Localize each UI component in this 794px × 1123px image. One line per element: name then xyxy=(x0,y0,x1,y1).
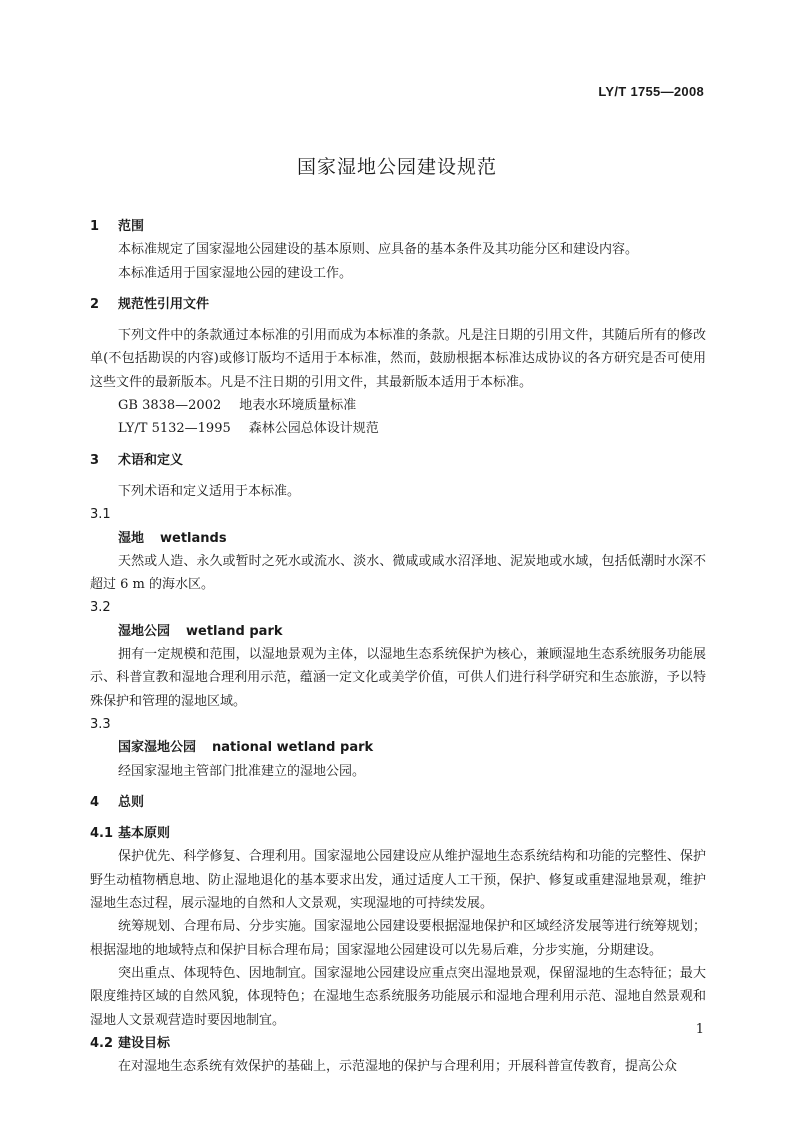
subsection-number: 4.1 xyxy=(90,826,114,842)
term-en: wetlands xyxy=(160,530,227,546)
subsection-title: 建设目标 xyxy=(118,1035,171,1051)
term-en: national wetland park xyxy=(212,740,374,756)
term-heading xyxy=(90,736,706,759)
term-definition: 天然或人造、永久或暂时之死水或流水、淡水、微咸或咸水沼泽地、泥炭地或水域，包括低潮时水深不超过 6 m 的海水区。 xyxy=(90,553,706,593)
paragraph: 本标准适用于国家湿地公园的建设工作。 xyxy=(118,265,353,281)
section-number: 4 xyxy=(90,794,100,810)
term-definition: 拥有一定规模和范围，以湿地景观为主体，以湿地生态系统保护为核心，兼顾湿地生态系统服务功能展示、科普宣教和湿地合理利用示范，蕴涵一定文化或美学价值，可供人们进行科学研究和生态旅游，予以特殊保护和管理的湿地区域。 xyxy=(90,647,706,709)
section-title: 术语和定义 xyxy=(118,452,184,468)
reference-code: LY/T 5132—1995 xyxy=(118,421,231,437)
term-heading xyxy=(90,620,706,643)
term-heading xyxy=(90,527,706,550)
section-title: 总则 xyxy=(118,794,145,810)
section-2-heading xyxy=(90,293,706,316)
reference-title: 地表水环境质量标准 xyxy=(239,398,357,414)
reference-code: GB 3838—2002 xyxy=(118,398,222,414)
standard-code: LY/T 1755—2008 xyxy=(598,84,704,99)
section-1-heading xyxy=(90,215,706,238)
section-number: 3 xyxy=(90,452,100,468)
document-body xyxy=(90,215,706,1078)
page-number: 1 xyxy=(695,1022,704,1037)
section-title: 规范性引用文件 xyxy=(118,296,210,312)
subsection-4-1-heading xyxy=(90,822,706,845)
term-zh: 湿地 xyxy=(118,530,145,546)
section-3-heading xyxy=(90,449,706,472)
term-number: 3.3 xyxy=(90,716,111,732)
paragraph: 在对湿地生态系统有效保护的基础上，示范湿地的保护与合理利用；开展科普宣传教育，提高公众 xyxy=(118,1059,678,1075)
term-en: wetland park xyxy=(186,623,283,639)
reference-item xyxy=(90,394,706,417)
term-number: 3.1 xyxy=(90,507,111,523)
paragraph: 统筹规划、合理布局、分步实施。国家湿地公园建设要根据湿地保护和区域经济发展等进行统筹规划；根据湿地的地域特点和保护目标合理布局；国家湿地公园建设可以先易后难，分步实施，分期建设。 xyxy=(90,919,706,958)
paragraph: 下列术语和定义适用于本标准。 xyxy=(118,483,301,499)
section-number: 1 xyxy=(90,219,100,234)
paragraph: 下列文件中的条款通过本标准的引用而成为本标准的条款。凡是注日期的引用文件，其随后所有的修改单(不包括勘误的内容)或修订版均不适用于本标准，然而，鼓励根据本标准达成协议的各方研究是否可使用这些文件的最新版本。凡是不注日期的引用文件，其最新版本适用于本标准。 xyxy=(90,328,706,390)
paragraph: 保护优先、科学修复、合理利用。国家湿地公园建设应从维护湿地生态系统结构和功能的完整性、保护野生动植物栖息地、防止湿地退化的基本要求出发，通过适度人工干预，保护、修复或重建湿地景观，维护湿地生态过程，展示湿地的自然和人文景观，实现湿地的可持续发展。 xyxy=(90,849,706,912)
term-zh: 湿地公园 xyxy=(118,623,171,639)
term-number: 3.2 xyxy=(90,600,111,616)
section-title: 范围 xyxy=(118,219,145,234)
reference-item xyxy=(90,417,706,440)
term-definition: 经国家湿地主管部门批准建立的湿地公园。 xyxy=(118,763,366,779)
paragraph: 突出重点、体现特色、因地制宜。国家湿地公园建设应重点突出湿地景观，保留湿地的生态特征；最大限度维持区域的自然风貌，体现特色；在湿地生态系统服务功能展示和湿地合理利用示范、湿地自然景观和湿地人文景观营造时要因地制宜。 xyxy=(90,965,706,1028)
subsection-4-2-heading xyxy=(90,1032,706,1055)
section-number: 2 xyxy=(90,296,100,312)
term-zh: 国家湿地公园 xyxy=(118,740,197,756)
subsection-number: 4.2 xyxy=(90,1035,114,1051)
section-4-heading xyxy=(90,791,706,814)
subsection-title: 基本原则 xyxy=(118,826,171,842)
document-title: 国家湿地公园建设规范 xyxy=(296,156,497,178)
paragraph: 本标准规定了国家湿地公园建设的基本原则、应具备的基本条件及其功能分区和建设内容。 xyxy=(118,242,639,258)
reference-title: 森林公园总体设计规范 xyxy=(248,421,379,437)
